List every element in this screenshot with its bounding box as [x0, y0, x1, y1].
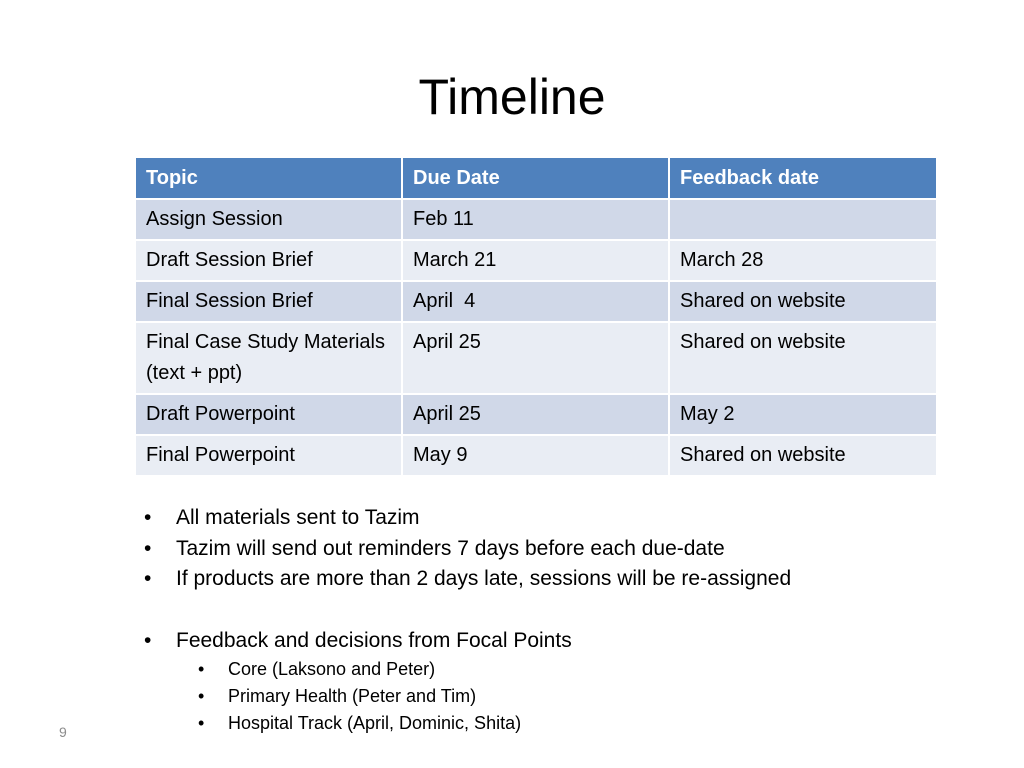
- feedback-date-cell: [669, 199, 937, 240]
- feedback-date-cell: March 28: [669, 240, 937, 281]
- timeline-table: [134, 156, 938, 477]
- feedback-date-cell: Shared on website: [669, 281, 937, 322]
- bullet-icon: •: [144, 506, 152, 529]
- sub-bullet-item: [134, 683, 994, 710]
- bullet-item: [134, 626, 994, 657]
- sub-bullet-item: [134, 656, 994, 683]
- slide-title: Timeline: [418, 69, 606, 125]
- column-header-due-date: Due Date: [402, 157, 669, 199]
- bullet-text: Tazim will send out reminders 7 days before each due-date: [176, 536, 725, 560]
- topic-cell: Draft Powerpoint: [135, 394, 402, 435]
- bullet-icon: •: [144, 567, 152, 590]
- bullet-icon: •: [198, 659, 205, 679]
- bullet-icon: •: [144, 536, 152, 560]
- table-row: [135, 322, 937, 394]
- bullet-icon: •: [198, 686, 205, 706]
- topic-cell: Final Session Brief: [135, 281, 402, 322]
- sub-bullet-text: Hospital Track (April, Dominic, Shita): [228, 713, 522, 733]
- due-date-cell: May 9: [402, 435, 669, 476]
- bullet-item: [134, 534, 994, 565]
- column-header-topic: Topic: [135, 157, 402, 199]
- feedback-date-cell: Shared on website: [669, 322, 937, 394]
- table-header-row: [135, 157, 937, 199]
- bullet-icon: •: [144, 628, 152, 652]
- column-header-feedback-date: Feedback date: [669, 157, 937, 199]
- due-date-cell: April 25: [402, 394, 669, 435]
- feedback-date-cell: Shared on website: [669, 435, 937, 476]
- bullet-item: [134, 503, 994, 534]
- notes-list: [134, 503, 994, 737]
- bullet-text: All materials sent to Tazim: [176, 506, 420, 529]
- sub-bullet-text: Primary Health (Peter and Tim): [228, 686, 477, 706]
- due-date-cell: March 21: [402, 240, 669, 281]
- sub-bullet-item: [134, 710, 994, 737]
- feedback-date-cell: May 2: [669, 394, 937, 435]
- table-row: [135, 394, 937, 435]
- due-date-cell: Feb 11: [402, 199, 669, 240]
- due-date-cell: April 4: [402, 281, 669, 322]
- topic-cell: Final Powerpoint: [135, 435, 402, 476]
- bullet-icon: •: [198, 713, 205, 733]
- bullet-text: If products are more than 2 days late, sessions will be re-assigned: [176, 567, 792, 590]
- topic-cell: Draft Session Brief: [135, 240, 402, 281]
- table-row: [135, 240, 937, 281]
- due-date-cell: April 25: [402, 322, 669, 394]
- bullet-text: Feedback and decisions from Focal Points: [176, 628, 572, 652]
- list-spacer: [134, 595, 994, 626]
- table-row: [135, 281, 937, 322]
- sub-bullet-text: Core (Laksono and Peter): [228, 659, 436, 679]
- table-row: [135, 199, 937, 240]
- bullet-item: [134, 564, 994, 595]
- table-row: [135, 435, 937, 476]
- topic-cell: Assign Session: [135, 199, 402, 240]
- page-number: 9: [59, 724, 67, 740]
- topic-cell: Final Case Study Materials (text + ppt): [135, 322, 402, 394]
